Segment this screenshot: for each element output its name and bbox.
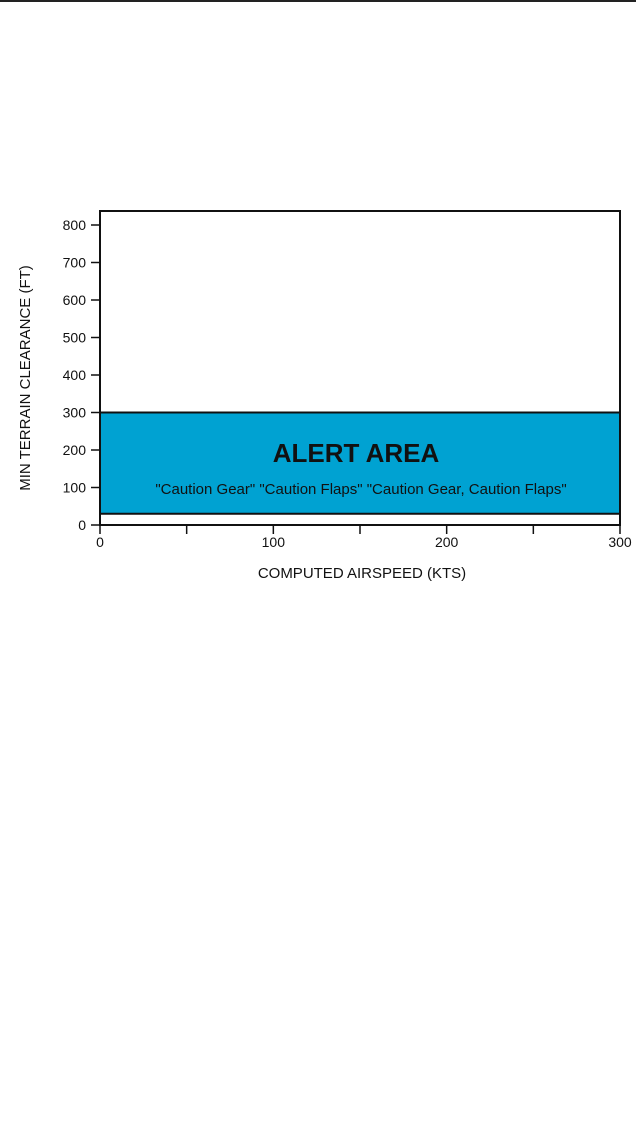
y-axis-ticks <box>63 217 100 533</box>
x-axis-ticks <box>96 525 632 550</box>
y-axis-label: MIN TERRAIN CLEARANCE (FT) <box>17 265 34 491</box>
y-tick-label: 300 <box>62 404 86 421</box>
y-tick-label: 0 <box>78 517 86 533</box>
alert-area-callouts: "Caution Gear" "Caution Flaps" "Caution Gear, Caution Flaps" <box>155 481 567 498</box>
x-tick-label: 200 <box>434 534 459 550</box>
alert-area-label: ALERT AREA <box>272 438 440 468</box>
y-tick-label: 600 <box>62 292 86 308</box>
y-tick-label: 400 <box>62 367 86 383</box>
x-axis-label: COMPUTED AIRSPEED (KTS) <box>257 565 467 582</box>
x-tick-label: 100 <box>261 534 286 550</box>
x-tick-label: 300 <box>608 534 632 550</box>
y-tick-label: 200 <box>62 442 86 458</box>
y-tick-label: 500 <box>62 329 86 346</box>
y-tick-label: 100 <box>62 479 86 496</box>
y-tick-label: 700 <box>62 254 86 271</box>
y-tick-label: 800 <box>62 217 86 233</box>
x-tick-label: 0 <box>96 534 104 550</box>
